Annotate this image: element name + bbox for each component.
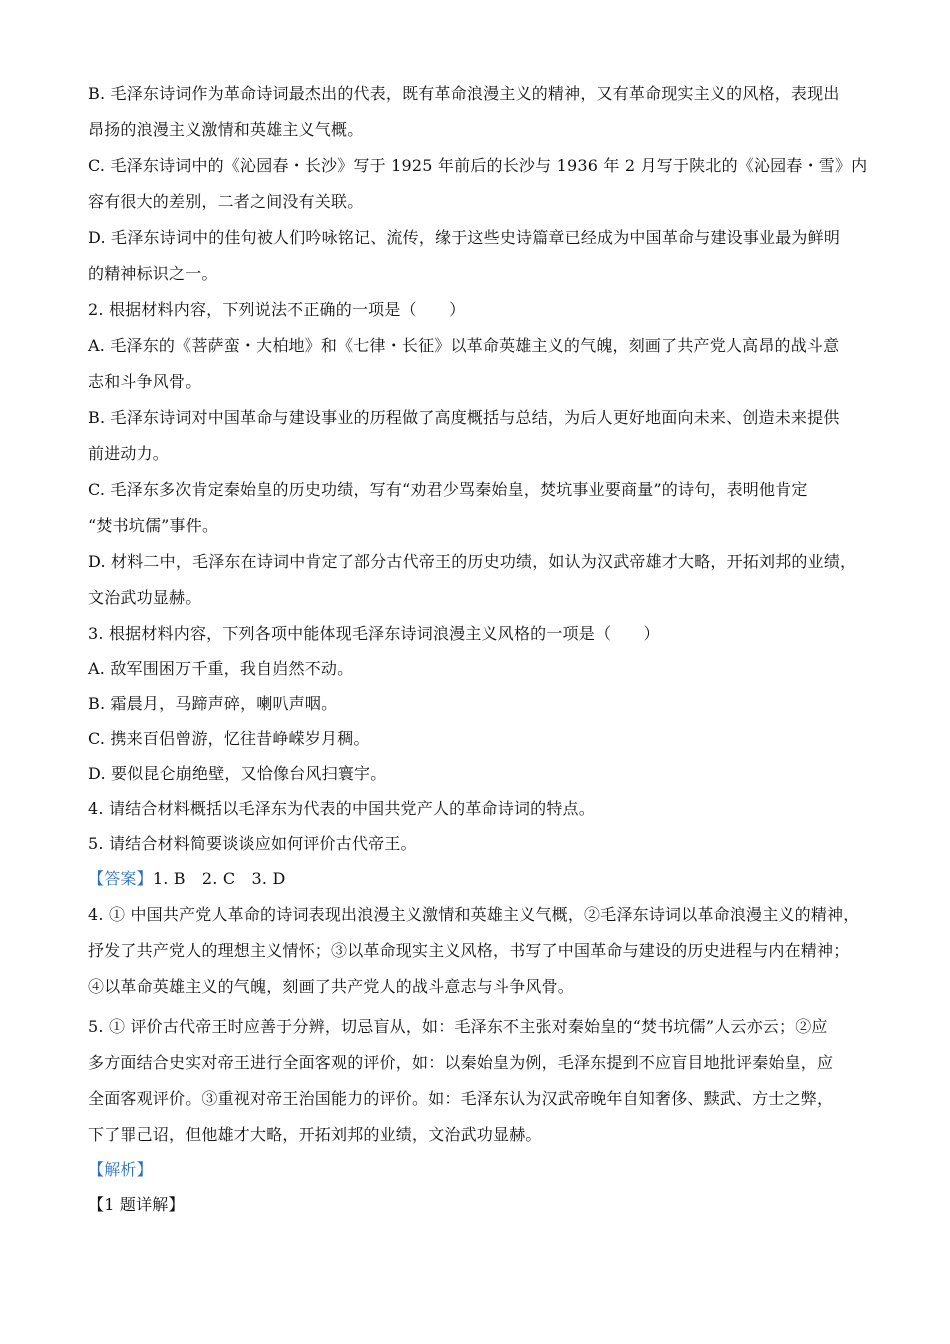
answer-line: 抒发了共产党人的理想主义情怀；③以革命现实主义风格，书写了中国革命与建设的历史进程与内在精神；	[88, 941, 850, 960]
answer-line: 下了罪己诏，但他雄才大略，开拓刘邦的业绩，文治武功显赫。	[88, 1125, 542, 1144]
option-b: B. 霜晨月，马蹄声碎，喇叭声咽。	[88, 694, 338, 713]
answer-line: 5. ① 评价古代帝王时应善于分辨，切忌盲从，如：毛泽东不主张对秦始皇的“焚书坑儒”人云亦云；②应	[88, 1017, 828, 1036]
answer-line	[88, 866, 286, 889]
text-line: 文治武功显赫。	[88, 588, 202, 607]
option-a: A. 敌军围困万千重，我自岿然不动。	[88, 659, 354, 678]
text-line: 志和斗争风骨。	[88, 372, 202, 391]
question-3: 3. 根据材料内容，下列各项中能体现毛泽东诗词浪漫主义风格的一项是（ ）	[88, 624, 660, 643]
question-2: 2. 根据材料内容，下列说法不正确的一项是（ ）	[88, 300, 466, 319]
text-line: C. 毛泽东诗词中的《沁园春・长沙》写于 1925 年前后的长沙与 1936 年 2 月写于陕北的《沁园春・雪》内	[88, 156, 868, 175]
analysis-tag: 【解析】	[88, 1160, 153, 1179]
answer-text: 1. B 2. C 3. D	[152, 869, 286, 888]
answer-tag: 【答案】	[88, 869, 153, 888]
text-line: B. 毛泽东诗词对中国革命与建设事业的历程做了高度概括与总结，为后人更好地面向未来、创造未来提供	[88, 408, 840, 427]
text-line: D. 材料二中，毛泽东在诗词中肯定了部分古代帝王的历史功绩，如认为汉武帝雄才大略，开拓刘邦的业绩，	[88, 552, 857, 571]
answer-line: 多方面结合史实对帝王进行全面客观的评价，如：以秦始皇为例，毛泽东提到不应盲目地批评秦始皇，应	[88, 1053, 834, 1072]
text-line: B. 毛泽东诗词作为革命诗词最杰出的代表，既有革命浪漫主义的精神，又有革命现实主义的风格，表现出	[88, 84, 840, 103]
option-d: D. 要似昆仑崩绝壁，又恰像台风扫寰宇。	[88, 764, 387, 783]
answer-line: ④以革命英雄主义的气魄，刻画了共产党人的战斗意志与斗争风骨。	[88, 977, 575, 996]
text-line: “焚书坑儒”事件。	[88, 516, 219, 535]
answer-line: 全面客观评价。③重视对帝王治国能力的评价。如：毛泽东认为汉武帝晚年自知奢侈、黩武、方士之弊，	[88, 1089, 834, 1108]
answer-line: 4. ① 中国共产党人革命的诗词表现出浪漫主义激情和英雄主义气概，②毛泽东诗词以革命浪漫主义的精神，	[88, 905, 860, 924]
text-line: 昂扬的浪漫主义激情和英雄主义气概。	[88, 120, 364, 139]
question-5: 5. 请结合材料简要谈谈应如何评价古代帝王。	[88, 834, 417, 853]
option-c: C. 携来百侣曾游，忆往昔峥嵘岁月稠。	[88, 729, 370, 748]
text-line: A. 毛泽东的《菩萨蛮・大柏地》和《七律・长征》以革命英雄主义的气魄，刻画了共产党人高昂的战斗意	[88, 336, 840, 355]
text-line: C. 毛泽东多次肯定秦始皇的历史功绩，写有“劝君少骂秦始皇，焚坑事业要商量”的诗句，表明他肯定	[88, 480, 808, 499]
text-line: 容有很大的差别，二者之间没有关联。	[88, 192, 364, 211]
question-4: 4. 请结合材料概括以毛泽东为代表的中国共党产人的革命诗词的特点。	[88, 799, 595, 818]
text-line: D. 毛泽东诗词中的佳句被人们吟咏铭记、流传，缘于这些史诗篇章已经成为中国革命与建设事业最为鲜明	[88, 228, 841, 247]
text-line: 的精神标识之一。	[88, 264, 218, 283]
detail-heading: 【1 题详解】	[88, 1195, 185, 1214]
text-line: 前进动力。	[88, 444, 170, 463]
